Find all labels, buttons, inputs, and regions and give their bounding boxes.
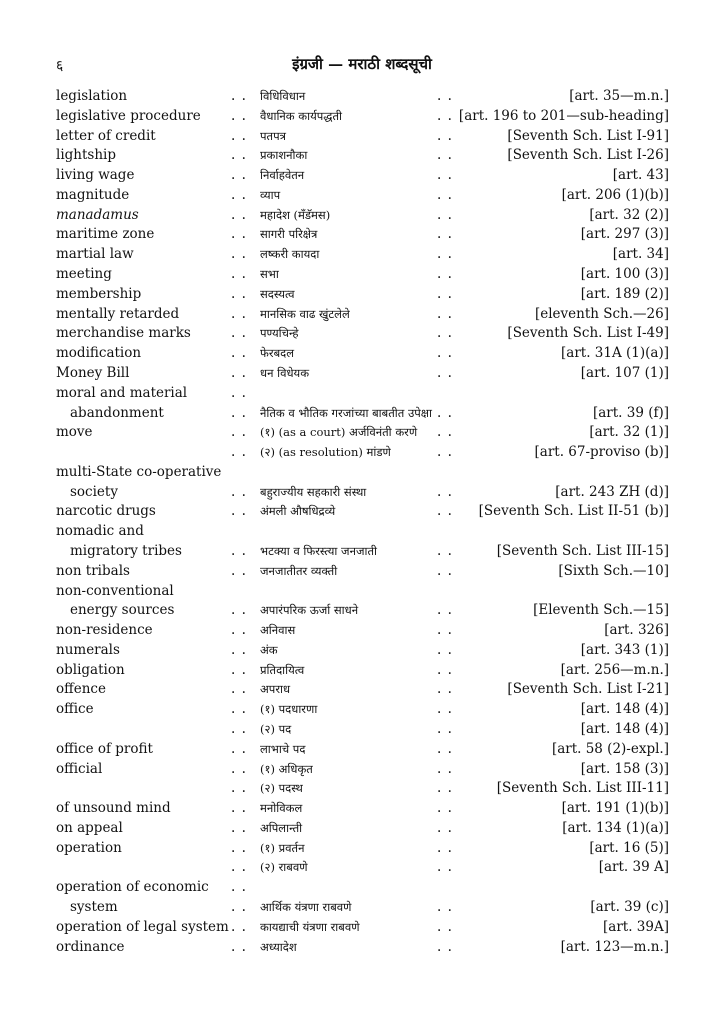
glossary-entry (0, 265, 724, 285)
article-reference: [art. 16 (5)] (589, 839, 669, 856)
english-term: multi-State co-operative (56, 463, 222, 480)
english-term: moral and material (56, 384, 188, 401)
marathi-term: (२) पद (260, 722, 292, 736)
dot-leader: . . (437, 483, 453, 500)
dot-leader: . . (231, 167, 247, 184)
dot-leader: . . (231, 107, 247, 124)
glossary-entry (0, 522, 724, 542)
dot-leader: . . (437, 661, 453, 678)
glossary-list (0, 87, 724, 957)
dot-leader: . . (437, 938, 453, 955)
english-term: energy sources (70, 602, 175, 619)
marathi-term: (२) (as resolution) मांडणे (260, 445, 391, 460)
dot-leader: . . (231, 641, 247, 658)
marathi-term: (१) प्रवर्तन (260, 840, 305, 855)
glossary-entry (0, 858, 724, 878)
glossary-entry (0, 225, 724, 245)
dot-leader: . . (231, 839, 247, 856)
article-reference: [art. 39 (c)] (590, 899, 669, 916)
marathi-term: पण्यचिन्हे (260, 326, 299, 341)
marathi-term: सागरी परिक्षेत्र (260, 227, 318, 242)
marathi-term: (१) पदधारणा (260, 702, 318, 717)
glossary-entry (0, 324, 724, 344)
dot-leader: . . (231, 226, 247, 243)
english-term: ordinance (56, 938, 125, 955)
marathi-term: पतपत्र (260, 128, 286, 143)
glossary-entry (0, 443, 724, 463)
article-reference: [Seventh Sch. List I-91] (507, 127, 669, 144)
article-reference: [art. 256—m.n.] (560, 661, 669, 678)
marathi-term: व्याप (260, 187, 281, 202)
marathi-term: (२) राबवणे (260, 860, 308, 875)
english-term: of unsound mind (56, 800, 171, 817)
dot-leader: . . (231, 127, 247, 144)
article-reference: [art. 39 (f)] (592, 404, 669, 421)
dot-leader: . . (437, 899, 453, 916)
marathi-term: अंक (260, 642, 278, 657)
english-term: non tribals (56, 562, 130, 579)
english-term: legislation (56, 88, 128, 104)
glossary-entry (0, 542, 724, 562)
dot-leader: . . (231, 483, 247, 500)
article-reference: [art. 58 (2)-expl.] (551, 740, 669, 757)
glossary-entry (0, 878, 724, 898)
glossary-entry (0, 87, 724, 107)
marathi-term: प्रकाशनौका (260, 148, 308, 163)
glossary-entry (0, 779, 724, 799)
dot-leader: . . (231, 681, 247, 698)
dot-leader: . . (231, 899, 247, 916)
glossary-entry (0, 680, 724, 700)
english-term: living wage (56, 167, 135, 184)
english-term: Money Bill (56, 364, 130, 381)
dot-leader: . . (437, 404, 453, 421)
dot-leader: . . (437, 641, 453, 658)
article-reference: [art. 343 (1)] (580, 641, 669, 658)
english-term: maritime zone (56, 226, 155, 243)
english-term: operation of economic (56, 879, 209, 896)
glossary-entry (0, 839, 724, 859)
dot-leader: . . (231, 305, 247, 322)
article-reference: [Seventh Sch. List III-11] (496, 780, 669, 797)
dot-leader: . . (437, 127, 453, 144)
article-reference: [art. 191 (1)(b)] (561, 800, 669, 817)
english-term: operation (56, 839, 122, 856)
dot-leader: . . (437, 701, 453, 718)
english-term: legislative procedure (56, 107, 201, 124)
glossary-entry (0, 641, 724, 661)
dot-leader: . . (231, 186, 247, 203)
marathi-term: विधिविधान (260, 89, 306, 103)
dot-leader: . . (437, 147, 453, 164)
english-term: letter of credit (56, 127, 156, 144)
article-reference: [art. 43] (612, 167, 669, 184)
dot-leader: . . (231, 721, 247, 737)
dot-leader: . . (231, 424, 247, 441)
marathi-term: आर्थिक यंत्रणा राबवणे (260, 900, 352, 915)
glossary-entry (0, 206, 724, 226)
dot-leader: . . (437, 325, 453, 342)
dot-leader: . . (437, 88, 453, 104)
english-term: offence (56, 681, 106, 698)
english-term: numerals (56, 641, 120, 658)
dot-leader: . . (437, 602, 453, 619)
glossary-entry (0, 582, 724, 602)
english-term: move (56, 424, 93, 441)
dot-leader: . . (437, 819, 453, 836)
dot-leader: . . (437, 206, 453, 223)
english-term: lightship (56, 147, 116, 164)
marathi-term: अनिवास (260, 623, 296, 638)
article-reference: [art. 189 (2)] (580, 285, 669, 302)
article-reference: [art. 100 (3)] (580, 266, 669, 283)
dot-leader: . . (437, 107, 453, 124)
dot-leader: . . (231, 503, 247, 520)
article-reference: [art. 35—m.n.] (569, 88, 669, 104)
dot-leader: . . (437, 780, 453, 797)
dot-leader: . . (437, 266, 453, 283)
english-term: operation of legal system (56, 918, 229, 935)
article-reference: [eleventh Sch.—26] (534, 305, 669, 322)
glossary-entry (0, 819, 724, 839)
glossary-entry (0, 601, 724, 621)
marathi-term: सदस्यत्व (260, 286, 295, 301)
dot-leader: . . (231, 444, 247, 461)
english-term: office (56, 701, 94, 718)
english-term: official (56, 760, 103, 777)
glossary-entry (0, 502, 724, 522)
glossary-entry (0, 404, 724, 424)
english-term: abandonment (70, 404, 164, 421)
english-term: membership (56, 285, 142, 302)
dot-leader: . . (231, 206, 247, 223)
glossary-entry (0, 364, 724, 384)
glossary-entry (0, 720, 724, 740)
english-term: modification (56, 345, 142, 362)
marathi-term: जनजातीतर व्यक्ती (260, 563, 338, 578)
marathi-term: धन विधेयक (260, 365, 310, 380)
english-term: society (70, 483, 118, 500)
dot-leader: . . (437, 444, 453, 461)
english-term: mentally retarded (56, 305, 180, 322)
dot-leader: . . (231, 622, 247, 639)
article-reference: [art. 34] (612, 246, 669, 263)
glossary-entry (0, 384, 724, 404)
marathi-term: मानसिक वाढ खुंटलेले (260, 306, 350, 321)
glossary-entry (0, 186, 724, 206)
dot-leader: . . (231, 542, 247, 559)
article-reference: [Seventh Sch. List III-15] (496, 542, 669, 559)
dot-leader: . . (437, 681, 453, 698)
article-reference: [Seventh Sch. List I-49] (507, 325, 669, 342)
english-term: system (70, 899, 118, 916)
article-reference: [art. 196 to 201—sub-heading] (458, 107, 669, 124)
dot-leader: . . (231, 364, 247, 381)
dot-leader: . . (437, 503, 453, 520)
glossary-entry (0, 245, 724, 265)
article-reference: [art. 297 (3)] (580, 226, 669, 243)
dot-leader: . . (437, 186, 453, 203)
english-term: non-residence (56, 622, 153, 639)
dot-leader: . . (231, 88, 247, 104)
marathi-term: महादेश (मँडॅमस) (260, 207, 331, 222)
glossary-entry (0, 938, 724, 958)
dot-leader: . . (437, 721, 453, 737)
english-term: migratory tribes (70, 542, 182, 559)
marathi-term: फेरबदल (260, 346, 295, 361)
glossary-entry (0, 483, 724, 503)
glossary-entry (0, 799, 724, 819)
page-header (56, 54, 668, 78)
marathi-term: भटक्या व फिरस्त्या जनजाती (260, 543, 378, 558)
glossary-entry (0, 285, 724, 305)
dot-leader: . . (437, 226, 453, 243)
english-term: on appeal (56, 819, 123, 836)
dot-leader: . . (437, 859, 453, 876)
glossary-entry (0, 621, 724, 641)
english-term: nomadic and (56, 523, 144, 540)
page-number: ६ (56, 58, 64, 74)
english-term: obligation (56, 661, 125, 678)
page-title: इंग्रजी — मराठी शब्दसूची (292, 55, 432, 73)
dot-leader: . . (437, 424, 453, 441)
english-term: manadamus (56, 206, 139, 223)
dot-leader: . . (437, 542, 453, 559)
dot-leader: . . (231, 879, 247, 896)
article-reference: [Eleventh Sch.—15] (533, 602, 669, 619)
dot-leader: . . (231, 859, 247, 876)
dot-leader: . . (231, 800, 247, 817)
marathi-term: अध्यादेश (260, 939, 297, 954)
article-reference: [art. 32 (1)] (589, 424, 669, 441)
marathi-term: (१) अधिकृत (260, 761, 313, 776)
english-term: merchandise marks (56, 325, 191, 342)
article-reference: [Sixth Sch.—10] (558, 562, 669, 579)
article-reference: [art. 326] (604, 622, 669, 639)
marathi-term: (१) (as a court) अर्जविनंती करणे (260, 425, 418, 440)
glossary-entry (0, 700, 724, 720)
dot-leader: . . (231, 661, 247, 678)
article-reference: [Seventh Sch. List I-21] (507, 681, 669, 698)
article-reference: [art. 39 A] (598, 859, 669, 876)
english-term: magnitude (56, 186, 130, 203)
english-term: narcotic drugs (56, 503, 156, 520)
dot-leader: . . (231, 760, 247, 777)
dot-leader: . . (231, 918, 247, 935)
dot-leader: . . (231, 701, 247, 718)
article-reference: [Seventh Sch. List II-51 (b)] (478, 503, 669, 520)
dot-leader: . . (231, 819, 247, 836)
dot-leader: . . (231, 562, 247, 579)
dot-leader: . . (231, 266, 247, 283)
marathi-term: अपिलान्ती (260, 820, 303, 835)
dot-leader: . . (437, 285, 453, 302)
marathi-term: कायद्याची यंत्रणा राबवणे (260, 919, 360, 934)
marathi-term: बहुराज्यीय सहकारी संस्था (260, 484, 367, 499)
glossary-entry (0, 562, 724, 582)
english-term: non-conventional (56, 582, 174, 599)
dot-leader: . . (437, 345, 453, 362)
glossary-entry (0, 898, 724, 918)
dot-leader: . . (231, 938, 247, 955)
article-reference: [art. 148 (4)] (580, 701, 669, 718)
dot-leader: . . (231, 780, 247, 797)
article-reference: [art. 148 (4)] (580, 721, 669, 737)
dot-leader: . . (437, 167, 453, 184)
dot-leader: . . (437, 364, 453, 381)
glossary-entry (0, 740, 724, 760)
glossary-entry (0, 760, 724, 780)
marathi-term: सभा (260, 267, 279, 282)
article-reference: [art. 31A (1)(a)] (561, 345, 669, 362)
marathi-term: लष्करी कायदा (260, 247, 320, 262)
marathi-term: अपराध (260, 682, 291, 697)
dot-leader: . . (437, 562, 453, 579)
glossary-entry (0, 463, 724, 483)
english-term: meeting (56, 266, 112, 283)
dot-leader: . . (231, 404, 247, 421)
glossary-entry (0, 344, 724, 364)
dot-leader: . . (437, 760, 453, 777)
article-reference: [art. 134 (1)(a)] (562, 819, 669, 836)
dot-leader: . . (437, 246, 453, 263)
article-reference: [art. 32 (2)] (589, 206, 669, 223)
dot-leader: . . (231, 345, 247, 362)
dot-leader: . . (437, 740, 453, 757)
dot-leader: . . (231, 602, 247, 619)
article-reference: [Seventh Sch. List I-26] (507, 147, 669, 164)
marathi-term: मनोविकल (260, 801, 303, 816)
glossary-entry (0, 127, 724, 147)
glossary-entry (0, 423, 724, 443)
article-reference: [art. 107 (1)] (580, 364, 669, 381)
dot-leader: . . (231, 285, 247, 302)
marathi-term: निर्वाहवेतन (260, 168, 305, 183)
marathi-term: (२) पदस्थ (260, 781, 303, 796)
glossary-entry (0, 918, 724, 938)
dot-leader: . . (437, 839, 453, 856)
english-term: martial law (56, 246, 134, 263)
marathi-term: लाभाचे पद (260, 741, 306, 756)
dot-leader: . . (437, 622, 453, 639)
article-reference: [art. 67-proviso (b)] (534, 444, 669, 461)
article-reference: [art. 158 (3)] (580, 760, 669, 777)
dot-leader: . . (231, 384, 247, 401)
glossary-entry (0, 107, 724, 127)
article-reference: [art. 243 ZH (d)] (555, 483, 669, 500)
marathi-term: प्रतिदायित्व (260, 662, 305, 677)
marathi-term: अंमली औषधिद्रव्ये (260, 504, 336, 519)
article-reference: [art. 206 (1)(b)] (561, 186, 669, 203)
dot-leader: . . (231, 246, 247, 263)
dot-leader: . . (437, 918, 453, 935)
glossary-entry (0, 166, 724, 186)
dot-leader: . . (231, 740, 247, 757)
marathi-term: अपारंपरिक ऊर्जा साधने (260, 603, 359, 618)
glossary-entry (0, 146, 724, 166)
dot-leader: . . (437, 305, 453, 322)
english-term: office of profit (56, 740, 153, 757)
article-reference: [art. 123—m.n.] (560, 938, 669, 955)
marathi-term: नैतिक व भौतिक गरजांच्या बाबतीत उपेक्षा (260, 405, 432, 420)
marathi-term: वैधानिक कार्यपद्धती (260, 108, 343, 123)
glossary-entry (0, 661, 724, 681)
dot-leader: . . (437, 800, 453, 817)
glossary-entry (0, 305, 724, 325)
article-reference: [art. 39A] (603, 918, 669, 935)
dot-leader: . . (231, 325, 247, 342)
dot-leader: . . (231, 147, 247, 164)
